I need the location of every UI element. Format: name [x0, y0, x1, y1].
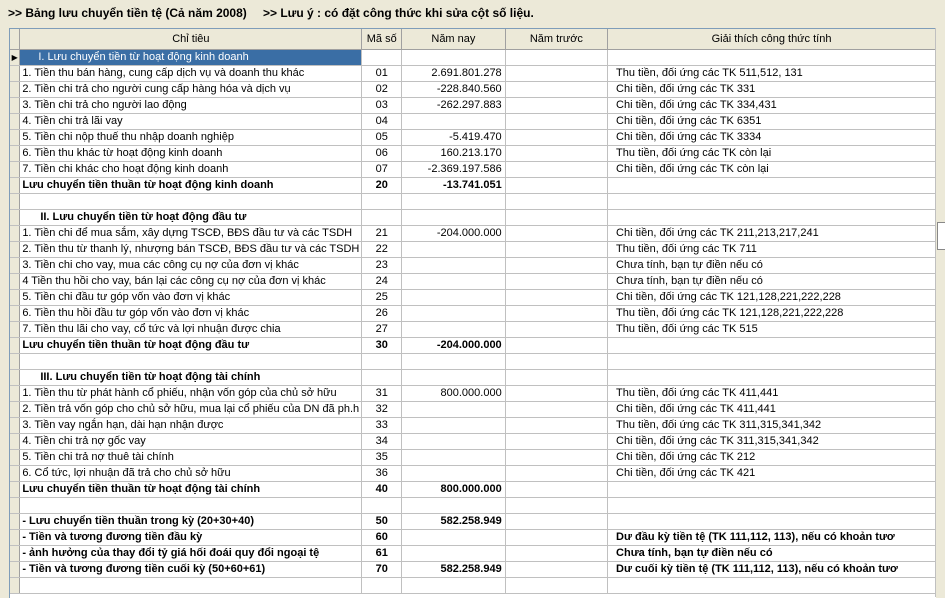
cell-giai-thich[interactable]: Thu tiền, đối ứng các TK 711	[608, 242, 936, 258]
row-indicator[interactable]	[10, 178, 20, 194]
cell-nam-nay[interactable]	[402, 274, 506, 290]
row-indicator[interactable]	[10, 82, 20, 98]
cell-chi-tieu[interactable]: 4 Tiền thu hồi cho vay, bán lại các công cụ nợ của đơn vị khác	[20, 274, 362, 290]
cell-nam-truoc[interactable]	[505, 114, 607, 130]
cell-chi-tieu[interactable]: Lưu chuyển tiền thuần từ hoạt động đầu tư	[20, 338, 362, 354]
cell-chi-tieu[interactable]: 5. Tiền chi đầu tư góp vốn vào đơn vị khác	[20, 290, 362, 306]
cell-chi-tieu[interactable]: 1. Tiền chi để mua sắm, xây dựng TSCĐ, BĐS đầu tư và các TSDH	[20, 226, 362, 242]
table-row[interactable]	[10, 354, 936, 370]
cell-nam-nay[interactable]	[402, 114, 506, 130]
table-row[interactable]	[10, 274, 936, 290]
cell-nam-nay[interactable]: -5.419.470	[402, 130, 506, 146]
cell-giai-thich[interactable]: Chi tiền, đối ứng các TK 311,315,341,342	[608, 434, 936, 450]
cell-chi-tieu[interactable]	[20, 354, 362, 370]
table-row[interactable]	[10, 466, 936, 482]
cell-chi-tieu[interactable]: Lưu chuyển tiền thuần từ hoạt động kinh doanh	[20, 178, 362, 194]
table-row[interactable]	[10, 530, 936, 546]
cell-chi-tieu[interactable]: 6. Cổ tức, lợi nhuận đã trả cho chủ sở hữu	[20, 466, 362, 482]
table-row[interactable]	[10, 50, 936, 66]
cell-giai-thich[interactable]: Chi tiền, đối ứng các TK 211,213,217,241	[608, 226, 936, 242]
row-indicator[interactable]	[10, 322, 20, 338]
cell-nam-truoc[interactable]	[505, 162, 607, 178]
table-row[interactable]	[10, 258, 936, 274]
cell-nam-truoc[interactable]	[505, 498, 607, 514]
cell-ma-so[interactable]: 60	[362, 530, 402, 546]
cell-chi-tieu[interactable]: 5. Tiền chi nộp thuế thu nhập doanh nghiệp	[20, 130, 362, 146]
cell-chi-tieu[interactable]: 6. Tiền thu hồi đầu tư góp vốn vào đơn vị khác	[20, 306, 362, 322]
row-indicator[interactable]	[10, 338, 20, 354]
cell-giai-thich[interactable]: Chưa tính, bạn tự điền nếu có	[608, 546, 936, 562]
cell-nam-truoc[interactable]	[505, 258, 607, 274]
cell-giai-thich[interactable]: Chi tiền, đối ứng các TK 421	[608, 466, 936, 482]
cell-chi-tieu[interactable]: - ảnh hưởng của thay đổi tỷ giá hối đoái quy đổi ngoại tệ	[20, 546, 362, 562]
row-indicator[interactable]	[10, 66, 20, 82]
cell-ma-so[interactable]: 40	[362, 482, 402, 498]
row-indicator[interactable]	[10, 434, 20, 450]
cell-nam-nay[interactable]	[402, 402, 506, 418]
table-row[interactable]	[10, 114, 936, 130]
row-indicator[interactable]	[10, 578, 20, 594]
cell-nam-truoc[interactable]	[505, 562, 607, 578]
table-row[interactable]	[10, 98, 936, 114]
cell-giai-thich[interactable]	[608, 578, 936, 594]
cell-chi-tieu[interactable]: 4. Tiền chi trả nợ gốc vay	[20, 434, 362, 450]
cell-nam-truoc[interactable]	[505, 530, 607, 546]
cell-giai-thich[interactable]	[608, 178, 936, 194]
cell-nam-truoc[interactable]	[505, 178, 607, 194]
cell-nam-nay[interactable]	[402, 530, 506, 546]
cell-nam-nay[interactable]	[402, 370, 506, 386]
cell-chi-tieu[interactable]: II. Lưu chuyển tiền từ hoạt động đầu tư	[20, 210, 362, 226]
cell-nam-nay[interactable]	[402, 194, 506, 210]
cell-nam-truoc[interactable]	[505, 290, 607, 306]
cell-nam-nay[interactable]	[402, 418, 506, 434]
cell-nam-truoc[interactable]	[505, 242, 607, 258]
row-indicator[interactable]	[10, 274, 20, 290]
cell-nam-nay[interactable]: 800.000.000	[402, 482, 506, 498]
cell-chi-tieu[interactable]: 2. Tiền chi trả cho người cung cấp hàng hóa và dịch vụ	[20, 82, 362, 98]
row-indicator[interactable]: ▶	[10, 50, 20, 66]
cell-nam-truoc[interactable]	[505, 98, 607, 114]
table-row[interactable]	[10, 146, 936, 162]
cell-giai-thich[interactable]: Chưa tính, bạn tự điền nếu có	[608, 274, 936, 290]
cell-giai-thich[interactable]: Chi tiền, đối ứng các TK 334,431	[608, 98, 936, 114]
cell-giai-thich[interactable]	[608, 210, 936, 226]
table-row[interactable]	[10, 194, 936, 210]
cell-chi-tieu[interactable]: 1. Tiền thu bán hàng, cung cấp dịch vụ và doanh thu khác	[20, 66, 362, 82]
cell-nam-nay[interactable]: -204.000.000	[402, 226, 506, 242]
cell-nam-nay[interactable]: -228.840.560	[402, 82, 506, 98]
table-row[interactable]	[10, 418, 936, 434]
cell-ma-so[interactable]: 35	[362, 450, 402, 466]
cell-nam-truoc[interactable]	[505, 466, 607, 482]
cell-giai-thich[interactable]: Thu tiền, đối ứng các TK 311,315,341,342	[608, 418, 936, 434]
cell-chi-tieu[interactable]: 6. Tiền thu khác từ hoạt động kinh doanh	[20, 146, 362, 162]
scrollbar-thumb[interactable]	[937, 222, 945, 250]
cell-ma-so[interactable]: 61	[362, 546, 402, 562]
table-row[interactable]	[10, 322, 936, 338]
cell-ma-so[interactable]: 36	[362, 466, 402, 482]
row-indicator[interactable]	[10, 514, 20, 530]
cell-chi-tieu[interactable]: III. Lưu chuyển tiền từ hoạt động tài chính	[20, 370, 362, 386]
row-indicator[interactable]	[10, 306, 20, 322]
table-row[interactable]	[10, 178, 936, 194]
cell-nam-nay[interactable]	[402, 434, 506, 450]
row-indicator[interactable]	[10, 562, 20, 578]
row-indicator[interactable]	[10, 194, 20, 210]
cell-ma-so[interactable]: 06	[362, 146, 402, 162]
cell-nam-truoc[interactable]	[505, 386, 607, 402]
cell-chi-tieu[interactable]: I. Lưu chuyển tiền từ hoạt động kinh doanh	[20, 50, 362, 66]
cell-ma-so[interactable]	[362, 354, 402, 370]
cell-giai-thich[interactable]	[608, 50, 936, 66]
cell-nam-truoc[interactable]	[505, 338, 607, 354]
cell-chi-tieu[interactable]: 3. Tiền chi trả cho người lao động	[20, 98, 362, 114]
cell-ma-so[interactable]: 25	[362, 290, 402, 306]
cell-nam-truoc[interactable]	[505, 370, 607, 386]
table-row[interactable]	[10, 402, 936, 418]
cell-chi-tieu[interactable]	[20, 578, 362, 594]
row-indicator[interactable]	[10, 498, 20, 514]
cell-nam-truoc[interactable]	[505, 546, 607, 562]
cell-giai-thich[interactable]	[608, 338, 936, 354]
row-indicator[interactable]	[10, 162, 20, 178]
row-indicator[interactable]	[10, 418, 20, 434]
cell-ma-so[interactable]: 24	[362, 274, 402, 290]
cell-chi-tieu[interactable]: 2. Tiền trả vốn góp cho chủ sở hữu, mua lại cổ phiếu của DN đã ph.h	[20, 402, 362, 418]
cell-giai-thich[interactable]: Chi tiền, đối ứng các TK 212	[608, 450, 936, 466]
cell-nam-nay[interactable]: 160.213.170	[402, 146, 506, 162]
table-row[interactable]	[10, 482, 936, 498]
row-indicator[interactable]	[10, 482, 20, 498]
cash-flow-table	[10, 29, 936, 594]
cell-chi-tieu[interactable]: - Lưu chuyển tiền thuần trong kỳ (20+30+40)	[20, 514, 362, 530]
table-row[interactable]	[10, 498, 936, 514]
cell-ma-so[interactable]: 01	[362, 66, 402, 82]
cell-nam-nay[interactable]	[402, 210, 506, 226]
cell-nam-nay[interactable]	[402, 578, 506, 594]
col-header-ma-so[interactable]: Mã số	[362, 29, 402, 50]
row-indicator[interactable]	[10, 210, 20, 226]
table-row[interactable]	[10, 82, 936, 98]
cell-giai-thich[interactable]: Chi tiền, đối ứng các TK 121,128,221,222,228	[608, 290, 936, 306]
cell-nam-truoc[interactable]	[505, 82, 607, 98]
cell-nam-nay[interactable]: -2.369.197.586	[402, 162, 506, 178]
cell-ma-so[interactable]: 02	[362, 82, 402, 98]
cell-ma-so[interactable]: 34	[362, 434, 402, 450]
cell-nam-nay[interactable]	[402, 498, 506, 514]
cell-chi-tieu[interactable]: 2. Tiền thu từ thanh lý, nhượng bán TSCĐ, BĐS đầu tư và các TSDH	[20, 242, 362, 258]
table-row[interactable]	[10, 242, 936, 258]
cell-nam-nay[interactable]	[402, 290, 506, 306]
cell-nam-nay[interactable]: -13.741.051	[402, 178, 506, 194]
row-indicator[interactable]	[10, 98, 20, 114]
cell-giai-thich[interactable]: Thu tiền, đối ứng các TK 515	[608, 322, 936, 338]
cell-nam-truoc[interactable]	[505, 66, 607, 82]
cell-giai-thich[interactable]: Chi tiền, đối ứng các TK còn lại	[608, 162, 936, 178]
cell-nam-truoc[interactable]	[505, 274, 607, 290]
table-row[interactable]	[10, 130, 936, 146]
cell-nam-truoc[interactable]	[505, 306, 607, 322]
row-indicator[interactable]	[10, 386, 20, 402]
cell-nam-nay[interactable]: -262.297.883	[402, 98, 506, 114]
table-row[interactable]	[10, 338, 936, 354]
row-indicator[interactable]	[10, 402, 20, 418]
cell-ma-so[interactable]: 70	[362, 562, 402, 578]
cell-giai-thich[interactable]	[608, 482, 936, 498]
cell-nam-nay[interactable]	[402, 242, 506, 258]
cash-flow-grid[interactable]	[9, 28, 936, 598]
cell-chi-tieu[interactable]: Lưu chuyển tiền thuần từ hoạt động tài chính	[20, 482, 362, 498]
cell-giai-thich[interactable]: Thu tiền, đối ứng các TK 411,441	[608, 386, 936, 402]
cell-giai-thich[interactable]	[608, 498, 936, 514]
cell-nam-truoc[interactable]	[505, 434, 607, 450]
table-row[interactable]	[10, 546, 936, 562]
cell-giai-thich[interactable]	[608, 354, 936, 370]
row-indicator[interactable]	[10, 450, 20, 466]
cell-giai-thich[interactable]	[608, 194, 936, 210]
table-row[interactable]	[10, 386, 936, 402]
cell-nam-nay[interactable]	[402, 258, 506, 274]
cell-nam-nay[interactable]: 582.258.949	[402, 514, 506, 530]
cell-chi-tieu[interactable]: 1. Tiền thu từ phát hành cổ phiếu, nhận vốn góp của chủ sở hữu	[20, 386, 362, 402]
report-note: >> Lưu ý : có đặt công thức khi sửa cột số liệu.	[263, 6, 534, 20]
cell-chi-tieu[interactable]: - Tiền và tương đương tiền cuối kỳ (50+60+61)	[20, 562, 362, 578]
cell-giai-thich[interactable]: Chi tiền, đối ứng các TK 411,441	[608, 402, 936, 418]
row-indicator[interactable]	[10, 258, 20, 274]
cell-ma-so[interactable]: 32	[362, 402, 402, 418]
cell-nam-truoc[interactable]	[505, 322, 607, 338]
cell-giai-thich[interactable]	[608, 514, 936, 530]
row-indicator-header	[10, 29, 20, 50]
cell-nam-truoc[interactable]	[505, 146, 607, 162]
cell-nam-nay[interactable]	[402, 546, 506, 562]
cell-giai-thich[interactable]: Chưa tính, bạn tự điền nếu có	[608, 258, 936, 274]
row-indicator[interactable]	[10, 130, 20, 146]
cell-ma-so[interactable]: 21	[362, 226, 402, 242]
table-row[interactable]	[10, 66, 936, 82]
cell-chi-tieu[interactable]: 3. Tiền vay ngắn hạn, dài hạn nhận được	[20, 418, 362, 434]
cell-ma-so[interactable]: 27	[362, 322, 402, 338]
table-row[interactable]	[10, 562, 936, 578]
cell-ma-so[interactable]	[362, 370, 402, 386]
cell-nam-nay[interactable]	[402, 354, 506, 370]
table-row[interactable]	[10, 290, 936, 306]
table-row[interactable]	[10, 210, 936, 226]
cell-nam-truoc[interactable]	[505, 418, 607, 434]
table-row[interactable]	[10, 434, 936, 450]
row-indicator[interactable]	[10, 114, 20, 130]
header-row	[10, 29, 936, 50]
cell-nam-truoc[interactable]	[505, 354, 607, 370]
cell-ma-so[interactable]: 04	[362, 114, 402, 130]
cell-nam-nay[interactable]	[402, 450, 506, 466]
row-indicator[interactable]	[10, 242, 20, 258]
cell-nam-truoc[interactable]	[505, 514, 607, 530]
table-row[interactable]	[10, 306, 936, 322]
cell-ma-so[interactable]: 33	[362, 418, 402, 434]
cell-ma-so[interactable]: 20	[362, 178, 402, 194]
cell-ma-so[interactable]	[362, 578, 402, 594]
cell-giai-thich[interactable]: Thu tiền, đối ứng các TK 511,512, 131	[608, 66, 936, 82]
cell-chi-tieu[interactable]	[20, 194, 362, 210]
cell-nam-nay[interactable]: 582.258.949	[402, 562, 506, 578]
cell-chi-tieu[interactable]	[20, 498, 362, 514]
cell-nam-nay[interactable]	[402, 466, 506, 482]
cell-ma-so[interactable]	[362, 210, 402, 226]
row-indicator[interactable]	[10, 466, 20, 482]
row-indicator[interactable]	[10, 370, 20, 386]
cell-nam-truoc[interactable]	[505, 130, 607, 146]
cell-ma-so[interactable]: 05	[362, 130, 402, 146]
cell-nam-truoc[interactable]	[505, 226, 607, 242]
cell-giai-thich[interactable]: Thu tiền, đối ứng các TK còn lại	[608, 146, 936, 162]
row-indicator[interactable]	[10, 546, 20, 562]
row-indicator[interactable]	[10, 290, 20, 306]
col-header-nam-truoc[interactable]: Năm trước	[505, 29, 607, 50]
cell-nam-nay[interactable]	[402, 50, 506, 66]
cell-nam-truoc[interactable]	[505, 50, 607, 66]
table-row[interactable]	[10, 578, 936, 594]
cell-ma-so[interactable]: 03	[362, 98, 402, 114]
table-row[interactable]	[10, 226, 936, 242]
cell-giai-thich[interactable]: Chi tiền, đối ứng các TK 331	[608, 82, 936, 98]
cell-nam-nay[interactable]	[402, 306, 506, 322]
cell-giai-thich[interactable]: Thu tiền, đối ứng các TK 121,128,221,222,228	[608, 306, 936, 322]
cell-chi-tieu[interactable]: 7. Tiền thu lãi cho vay, cổ tức và lợi nhuận được chia	[20, 322, 362, 338]
cell-ma-so[interactable]	[362, 498, 402, 514]
table-row[interactable]	[10, 514, 936, 530]
cell-chi-tieu[interactable]: - Tiền và tương đương tiền đầu kỳ	[20, 530, 362, 546]
cell-ma-so[interactable]: 30	[362, 338, 402, 354]
cell-giai-thich[interactable]: Chi tiền, đối ứng các TK 6351	[608, 114, 936, 130]
table-row[interactable]	[10, 370, 936, 386]
vertical-scrollbar[interactable]	[935, 28, 945, 597]
col-header-nam-nay[interactable]: Năm nay	[402, 29, 506, 50]
cell-nam-truoc[interactable]	[505, 402, 607, 418]
cell-chi-tieu[interactable]: 5. Tiền chi trả nợ thuê tài chính	[20, 450, 362, 466]
cell-nam-nay[interactable]	[402, 322, 506, 338]
title-bar	[0, 0, 945, 26]
cell-nam-truoc[interactable]	[505, 450, 607, 466]
cell-nam-truoc[interactable]	[505, 210, 607, 226]
row-indicator[interactable]	[10, 530, 20, 546]
cell-ma-so[interactable]	[362, 50, 402, 66]
col-header-giai-thich[interactable]: Giải thích công thức tính	[608, 29, 936, 50]
cell-ma-so[interactable]: 26	[362, 306, 402, 322]
row-indicator[interactable]	[10, 226, 20, 242]
row-indicator[interactable]	[10, 354, 20, 370]
cell-nam-truoc[interactable]	[505, 194, 607, 210]
cell-ma-so[interactable]: 50	[362, 514, 402, 530]
cell-nam-truoc[interactable]	[505, 482, 607, 498]
cell-nam-truoc[interactable]	[505, 578, 607, 594]
cell-nam-nay[interactable]: 800.000.000	[402, 386, 506, 402]
cell-chi-tieu[interactable]: 4. Tiền chi trả lãi vay	[20, 114, 362, 130]
table-row[interactable]	[10, 450, 936, 466]
row-indicator[interactable]	[10, 146, 20, 162]
cell-ma-so[interactable]: 23	[362, 258, 402, 274]
report-title: >> Bảng lưu chuyển tiền tệ (Cả năm 2008)	[8, 6, 247, 20]
cell-ma-so[interactable]	[362, 194, 402, 210]
cell-nam-nay[interactable]: 2.691.801.278	[402, 66, 506, 82]
cell-ma-so[interactable]: 31	[362, 386, 402, 402]
cell-nam-nay[interactable]: -204.000.000	[402, 338, 506, 354]
cell-chi-tieu[interactable]: 3. Tiền chi cho vay, mua các công cụ nợ của đơn vị khác	[20, 258, 362, 274]
cell-giai-thich[interactable]: Dư đầu kỳ tiền tệ (TK 111,112, 113), nếu có khoản tươ	[608, 530, 936, 546]
cell-chi-tieu[interactable]: 7. Tiền chi khác cho hoạt động kinh doanh	[20, 162, 362, 178]
cell-ma-so[interactable]: 07	[362, 162, 402, 178]
col-header-chi-tieu[interactable]: Chỉ tiêu	[20, 29, 362, 50]
cell-giai-thich[interactable]: Dư cuối kỳ tiền tệ (TK 111,112, 113), nếu có khoản tươ	[608, 562, 936, 578]
cell-giai-thich[interactable]	[608, 370, 936, 386]
table-row[interactable]	[10, 162, 936, 178]
cell-giai-thich[interactable]: Chi tiền, đối ứng các TK 3334	[608, 130, 936, 146]
cell-ma-so[interactable]: 22	[362, 242, 402, 258]
